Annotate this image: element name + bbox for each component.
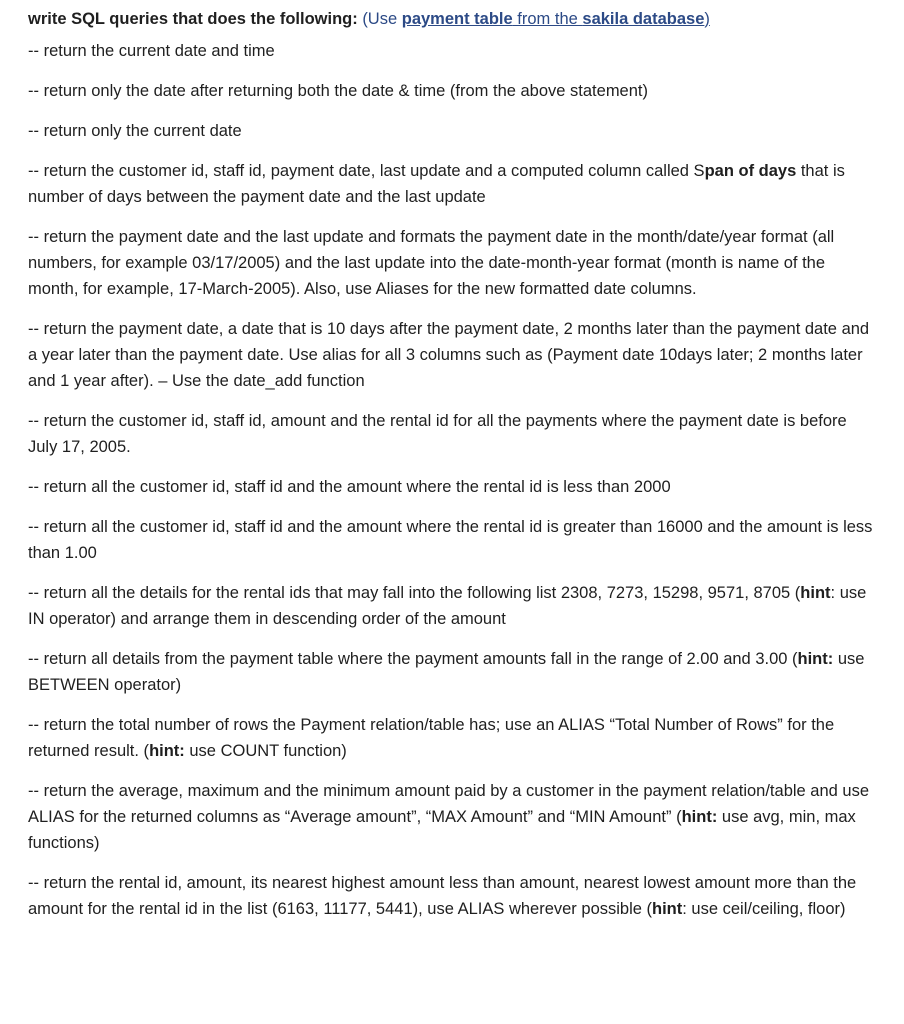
query-text: -- return the average, maximum and the minimum amount paid by a customer in the payment relation/table and use ALIAS for the returned columns as “Average amount”, “MAX Amount” and “MIN Amount” ( xyxy=(28,782,870,826)
query-item xyxy=(28,870,878,922)
query-item xyxy=(28,778,878,856)
query-text: -- return only the date after returning both the date & time (from the above statement) xyxy=(28,82,648,100)
query-text-tail: use COUNT function) xyxy=(184,742,347,760)
query-text: -- return all the customer id, staff id and the amount where the rental id is less than 2000 xyxy=(28,478,671,496)
hint-label: hint: xyxy=(681,808,718,826)
document-heading xyxy=(28,6,878,32)
query-text-tail: that is number of days between the payment date and the last update xyxy=(28,162,845,206)
hint-label: hint xyxy=(800,584,831,602)
query-text-tail: : use ceil/ceiling, floor) xyxy=(682,900,846,918)
query-item xyxy=(28,316,878,394)
hint-label: hint: xyxy=(149,742,185,760)
query-text: -- return the payment date, a date that is 10 days after the payment date, 2 months later than the payment date and a year later than the payment date. Use alias for all 3 columns such as (Payment date 10days later; 2 months later and 1 year after). – Use the date_add function xyxy=(28,320,870,390)
query-item xyxy=(28,158,878,210)
heading-paren-open: (Use xyxy=(362,10,402,28)
query-item xyxy=(28,78,878,104)
query-bold-text: pan of days xyxy=(704,162,797,180)
query-text: -- return the rental id, amount, its nearest highest amount less than amount, nearest lowest amount more than the amount for the rental id in the list (6163, 11177, 5441), use ALIAS wherever possible ( xyxy=(28,874,857,918)
query-text-tail: use avg, min, max functions) xyxy=(28,808,856,852)
query-text: -- return all the customer id, staff id and the amount where the rental id is greater than 16000 and the amount is less than 1.00 xyxy=(28,518,873,562)
heading-from-text: from the xyxy=(512,10,583,28)
query-item xyxy=(28,38,878,64)
query-text: -- return the payment date and the last update and formats the payment date in the month/date/year format (all numbers, for example 03/17/2005) and the last update into the date-month-year format (month is name of the month, for example, 17-March-2005). Also, use Aliases for the new formatted date columns. xyxy=(28,228,835,298)
heading-lead: write SQL queries that does the following: xyxy=(28,10,363,28)
query-item xyxy=(28,408,878,460)
heading-table-name: payment table xyxy=(401,10,513,28)
query-text: -- return all the details for the rental ids that may fall into the following list 2308, 7273, 15298, 9571, 8705 ( xyxy=(28,584,801,602)
query-item xyxy=(28,646,878,698)
query-text-tail: : use IN operator) and arrange them in descending order of the amount xyxy=(28,584,867,628)
hint-label: hint: xyxy=(797,650,834,668)
heading-parenthetical xyxy=(362,10,710,28)
query-item xyxy=(28,580,878,632)
query-item xyxy=(28,224,878,302)
query-text: -- return the customer id, staff id, amount and the rental id for all the payments where the payment date is before July 17, 2005. xyxy=(28,412,847,456)
query-item xyxy=(28,712,878,764)
query-item xyxy=(28,118,878,144)
query-text: -- return the customer id, staff id, payment date, last update and a computed column called S xyxy=(28,162,705,180)
query-text-tail: use BETWEEN operator) xyxy=(28,650,865,694)
heading-db-name: sakila database xyxy=(582,10,705,28)
query-text: -- return all details from the payment table where the payment amounts fall in the range of 2.00 and 3.00 ( xyxy=(28,650,798,668)
query-item xyxy=(28,514,878,566)
hint-label: hint xyxy=(652,900,683,918)
query-item xyxy=(28,474,878,500)
query-text: -- return the total number of rows the Payment relation/table has; use an ALIAS “Total Number of Rows” for the returned result. ( xyxy=(28,716,835,760)
document-body xyxy=(28,6,878,922)
query-text: -- return the current date and time xyxy=(28,42,275,60)
heading-paren-close: ) xyxy=(704,10,710,28)
query-text: -- return only the current date xyxy=(28,122,242,140)
